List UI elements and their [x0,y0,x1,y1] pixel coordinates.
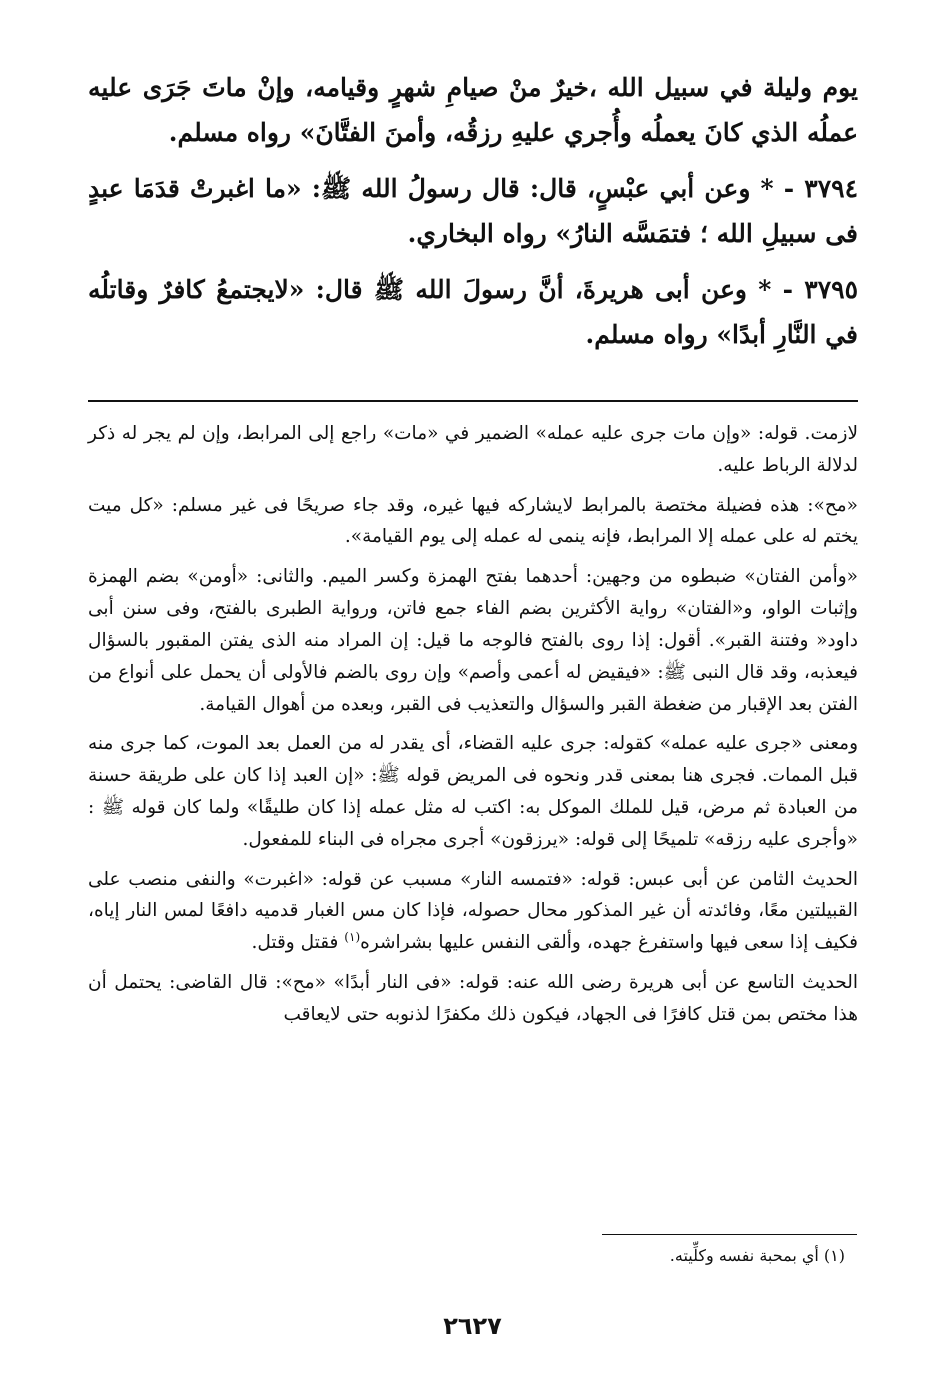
commentary-paragraph-text: الحديث الثامن عن أبى عبس: قوله: «فتمسه النار» مسبب عن قوله: «اغبرت» والنفى منصب على القبيلتين معًا، وفائدته أن غير المذكور محال حصوله، فإذا كان مس الغبار قدميه دافعًا لمس النار إياه، فكيف إذا سعى فيها واستفرغ جهده، وألقى النفس عليها بشراشره [88,868,858,954]
hadith-paragraph-continuation: يوم وليلة في سبيل الله ،خيرٌ منْ صيامِ شهرٍ وقيامه، وإنْ ماتَ جَرَى عليه عملُه الذي كانَ يعملُه وأُجري عليهِ رزقُه، وأمنَ الفتَّانَ» رواه مسلم. [88,73,858,147]
footnote-marker: (١) [344,930,361,945]
commentary-paragraph-tail: فقتل وقتل. [251,932,339,954]
page-number: ٢٦٢٧ [443,1312,502,1340]
section-divider [88,400,858,402]
footnote-rule [602,1234,857,1235]
commentary-text [88,418,858,1039]
footnote: (١) أي بمحبة نفسه وكلِّيته. [669,1246,845,1265]
hadith-main-text [88,66,858,369]
commentary-paragraph: «وأمن الفتان» ضبطوه من وجهين: أحدهما بفتح الهمزة وكسر الميم. والثانى: «أومن» بضم الهمزة وإثبات الواو، و«الفتان» رواية الأكثرين بضم الفاء جمع فاتن، ورواية الطبرى بالفتح، وفى سنن أبى داود« وفتنة القبر». أقول: إذا روى بالفتح فالوجه ما قيل: إن المراد منه الذى يفتن المقبور بالسؤال فيعذبه، وقد قال النبى ﷺ: «فيقيض له أعمى وأصم» وإن روى بالضم فالأولى أن يحمل على أنواع من الفتن بعد الإقبار من ضغطة القبر والسؤال والتعذيب فى القبر، وبعده من أهوال القيامة. [88,566,858,715]
commentary-paragraph [88,864,858,960]
commentary-paragraph: لازمت. قوله: «وإن مات جرى عليه عمله» الضمير في «مات» راجع إلى المرابط، وإن لم يجر له ذكر لدلالة الرباط عليه. [88,423,858,476]
commentary-paragraph: ومعنى «جرى عليه عمله» كقوله: جرى عليه القضاء، أى يقدر له من العمل بعد الموت، كما جرى منه قبل الممات. فجرى هنا بمعنى قدر ونحوه فى المريض قوله ﷺ: «إن العبد إذا كان على طريقة حسنة من العبادة ثم مرض، قيل للملك الموكل به: اكتب له مثل عمله إذا كان طليقًا» ولما كان قوله ﷺ : «وأجرى عليه رزقه» تلميحًا إلى قوله: «يرزقون» أجرى مجراه فى البناء للمفعول. [88,733,858,850]
commentary-paragraph: الحديث التاسع عن أبى هريرة رضى الله عنه: قوله: «فى النار أبدًا» «مح»: قال القاضى: يحتمل أن هذا مختص بمن قتل كافرًا فى الجهاد، فيكون ذلك مكفرًا لذنوبه حتى لايعاقب [88,972,858,1025]
hadith-paragraph-3795: ٣٧٩٥ - * وعن أبى هريرةَ، أنَّ رسولَ الله ﷺ قال: «لايجتمعُ كافرٌ وقاتلُه في النَّارِ أبدًا» رواه مسلم. [88,275,858,349]
hadith-paragraph-3794: ٣٧٩٤ - * وعن أبي عبْسٍ، قال: قال رسولُ الله ﷺ: «ما اغبرتْ قدَمَا عبدٍ فى سبيلِ الله ؛ فتمَسَّه النارُ» رواه البخاري. [88,174,858,248]
commentary-paragraph: «مح»: هذه فضيلة مختصة بالمرابط لايشاركه فيها غيره، وقد جاء صريحًا فى غير مسلم: «كل ميت يختم له على عمله إلا المرابط، فإنه ينمى له عمله إلى يوم القيامة». [88,494,858,548]
